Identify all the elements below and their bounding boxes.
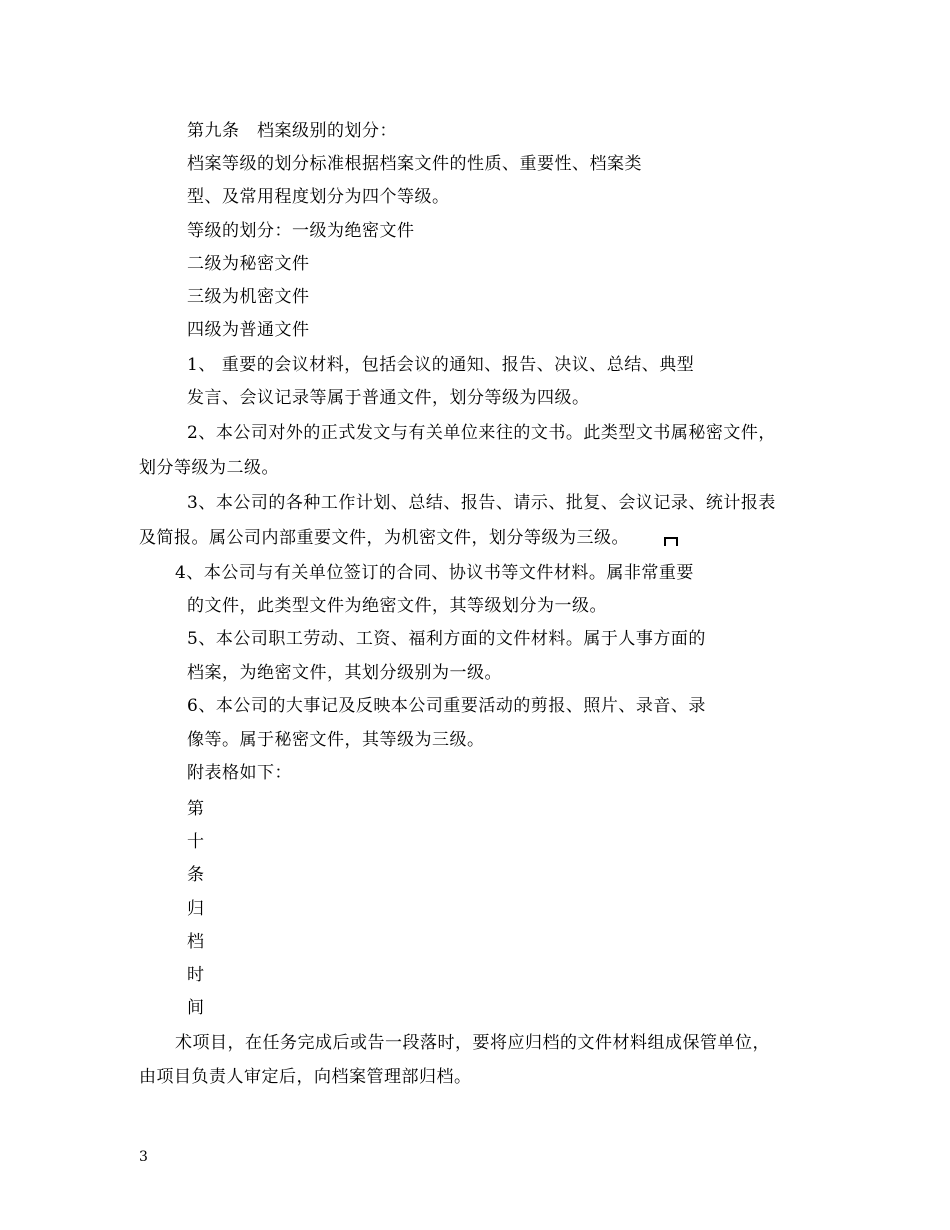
paragraph-line: 由项目负责人审定后，向档案管理部归档。 <box>139 1067 472 1087</box>
vertical-heading-char: 第 <box>187 799 205 819</box>
list-item-3: 3、本公司的各种工作计划、总结、报告、请示、批复、会议记录、统计报表 <box>187 493 776 513</box>
list-item-2-continued: 划分等级为二级。 <box>139 458 279 478</box>
list-item-6-continued: 像等。属于秘密文件，其等级为三级。 <box>187 730 485 750</box>
vertical-heading-char: 十 <box>187 832 205 852</box>
paragraph-line: 四级为普通文件 <box>187 320 310 340</box>
vertical-heading-char: 时 <box>187 965 205 985</box>
paragraph-line: 二级为秘密文件 <box>187 254 310 274</box>
article-nine-heading: 第九条 档案级别的划分： <box>187 121 397 141</box>
list-item-5-continued: 档案，为绝密文件，其划分级别为一级。 <box>187 663 502 683</box>
page-number: 3 <box>139 1149 148 1165</box>
list-item-2: 2、本公司对外的正式发文与有关单位来往的文书。此类型文书属秘密文件， <box>187 423 776 443</box>
list-item-6: 6、本公司的大事记及反映本公司重要活动的剪报、照片、录音、录 <box>187 696 706 716</box>
list-item-4-continued: 的文件，此类型文件为绝密文件，其等级划分为一级。 <box>187 596 607 616</box>
list-item-3-continued: 及简报。属公司内部重要文件，为机密文件，划分等级为三级。 <box>139 528 629 548</box>
list-item-1: 1、 重要的会议材料，包括会议的通知、报告、决议、总结、典型 <box>187 355 695 375</box>
vertical-heading-char: 条 <box>187 865 205 885</box>
vertical-heading-char: 归 <box>187 899 205 919</box>
list-item-4: 4、本公司与有关单位签订的合同、协议书等文件材料。属非常重要 <box>175 563 694 583</box>
paragraph-line: 三级为机密文件 <box>187 287 310 307</box>
table-note: 附表格如下： <box>187 763 292 783</box>
bracket-mark-icon <box>664 537 678 546</box>
list-item-5: 5、本公司职工劳动、工资、福利方面的文件材料。属于人事方面的 <box>187 629 706 649</box>
list-item-1-continued: 发言、会议记录等属于普通文件，划分等级为四级。 <box>187 388 590 408</box>
paragraph-line: 型、及常用程度划分为四个等级。 <box>187 187 450 207</box>
vertical-heading-char: 档 <box>187 932 205 952</box>
paragraph-line: 术项目，在任务完成后或告一段落时，要将应归档的文件材料组成保管单位， <box>175 1033 770 1053</box>
paragraph-line: 等级的划分：一级为绝密文件 <box>187 221 415 241</box>
vertical-heading-char: 间 <box>187 998 205 1018</box>
paragraph-line: 档案等级的划分标准根据档案文件的性质、重要性、档案类 <box>187 154 642 174</box>
